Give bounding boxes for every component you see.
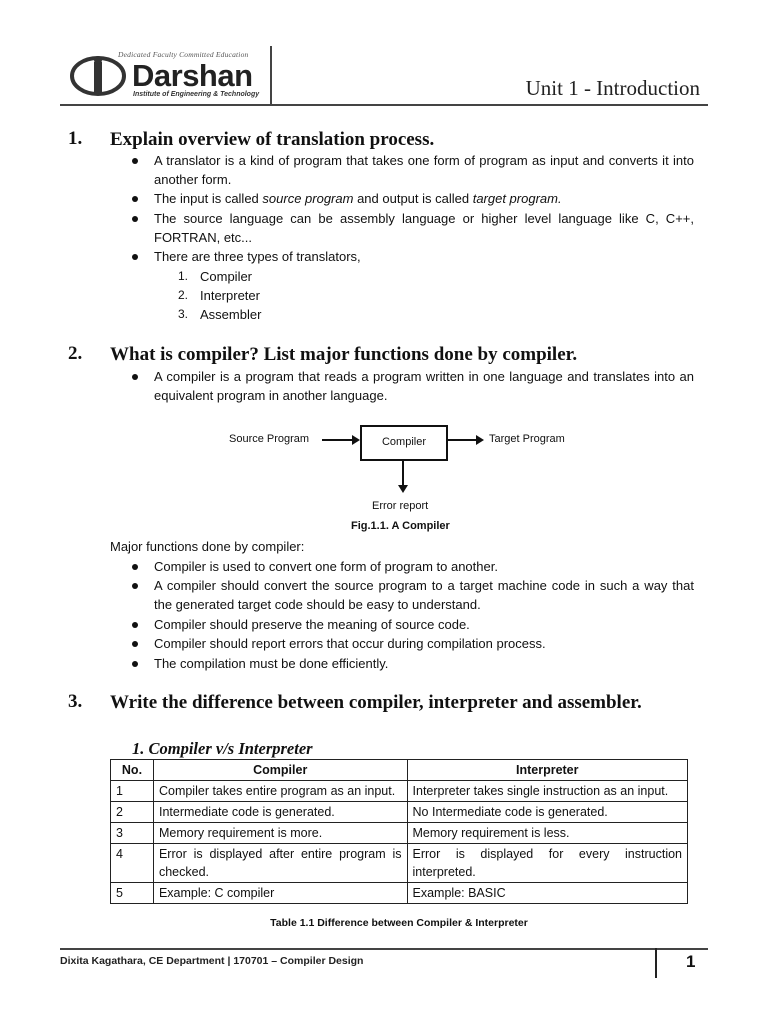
q2-title: What is compiler? List major functions done by compiler. bbox=[110, 344, 578, 365]
table-row bbox=[111, 823, 688, 844]
q3-subheading: 1. Compiler v/s Interpreter bbox=[132, 739, 313, 758]
bullet-icon bbox=[132, 374, 138, 380]
translator-number: 3. bbox=[178, 307, 189, 321]
table-cell: Memory requirement is more. bbox=[153, 823, 407, 844]
footer-divider bbox=[655, 948, 657, 978]
table-cell: Interpreter takes single instruction as an input. bbox=[407, 781, 687, 802]
bullet-icon bbox=[132, 196, 138, 202]
q3-number: 3. bbox=[68, 691, 83, 712]
function-item: Compiler should report errors that occur during compilation process. bbox=[154, 636, 546, 651]
table-cell: 2 bbox=[111, 802, 154, 823]
bullet-icon bbox=[132, 158, 138, 164]
diagram-compiler-label: Compiler bbox=[381, 436, 426, 448]
table-header-row bbox=[111, 760, 688, 781]
table-row bbox=[111, 781, 688, 802]
function-item: A compiler should convert the source program to a target machine code in such a way that the generated target code should be easy to understand. bbox=[154, 578, 694, 612]
logo-tagline: Dedicated Faculty Committed Education bbox=[118, 50, 249, 59]
table-caption: Table 1.1 Difference between Compiler & Interpreter bbox=[270, 917, 528, 929]
translator-number: 2. bbox=[178, 288, 189, 302]
figure-caption: Fig.1.1. A Compiler bbox=[351, 520, 450, 532]
q2-number: 2. bbox=[68, 343, 83, 364]
translator-item: Interpreter bbox=[200, 288, 260, 303]
comparison-table bbox=[110, 759, 688, 904]
page-number: 1 bbox=[686, 952, 696, 971]
table-row bbox=[111, 802, 688, 823]
header-divider bbox=[270, 46, 272, 104]
q3-title: Write the difference between compiler, interpreter and assembler. bbox=[110, 692, 642, 713]
diagram-compiler-box bbox=[360, 425, 448, 461]
translator-item: Assembler bbox=[200, 307, 262, 322]
bullet-icon bbox=[132, 564, 138, 570]
header-rule bbox=[60, 104, 708, 106]
q2-bullet: A compiler is a program that reads a program written in one language and translates into an equivalent program in another language. bbox=[154, 369, 694, 403]
bullet-icon bbox=[132, 661, 138, 667]
table-cell: Error is displayed for every instruction interpreted. bbox=[407, 844, 687, 883]
table-cell: 1 bbox=[111, 781, 154, 802]
bullet-icon bbox=[132, 216, 138, 222]
q1-bullet-4: There are three types of translators, bbox=[154, 249, 361, 264]
arrow-right-icon bbox=[446, 432, 484, 448]
arrow-right-icon bbox=[322, 432, 360, 448]
bullet-icon bbox=[132, 622, 138, 628]
footer-text: Dixita Kagathara, CE Department | 170701 – Compiler Design bbox=[60, 955, 364, 967]
q1-bullet-3: The source language can be assembly language or higher level language like C, C++, FORTRAN, etc... bbox=[154, 211, 694, 245]
table-cell: 4 bbox=[111, 844, 154, 883]
table-header: No. bbox=[111, 760, 154, 781]
table-cell: Compiler takes entire program as an input. bbox=[153, 781, 407, 802]
q1-bullet-2: The input is called source program and output is called target program. bbox=[154, 191, 562, 206]
bullet-icon bbox=[132, 583, 138, 589]
bullet-icon bbox=[132, 254, 138, 260]
unit-title: Unit 1 - Introduction bbox=[525, 76, 700, 100]
footer-rule bbox=[60, 948, 708, 950]
table-cell: 3 bbox=[111, 823, 154, 844]
table-cell: Example: BASIC bbox=[407, 883, 687, 904]
table-cell: Error is displayed after entire program is checked. bbox=[153, 844, 407, 883]
diagram-target-label: Target Program bbox=[489, 433, 565, 445]
table-row bbox=[111, 883, 688, 904]
function-item: Compiler should preserve the meaning of source code. bbox=[154, 617, 470, 632]
q1-bullet-1: A translator is a kind of program that takes one form of program as input and converts it into another form. bbox=[154, 153, 694, 187]
arrow-down-icon bbox=[395, 459, 411, 493]
table-cell: Memory requirement is less. bbox=[407, 823, 687, 844]
functions-intro: Major functions done by compiler: bbox=[110, 539, 305, 554]
logo-icon bbox=[70, 54, 128, 103]
table-row bbox=[111, 844, 688, 883]
logo-subtitle: Institute of Engineering & Technology bbox=[133, 91, 260, 98]
diagram-source-label: Source Program bbox=[229, 433, 310, 445]
bullet-icon bbox=[132, 641, 138, 647]
table-cell: Example: C compiler bbox=[153, 883, 407, 904]
q1-number: 1. bbox=[68, 128, 83, 149]
function-item: Compiler is used to convert one form of program to another. bbox=[154, 559, 498, 574]
diagram-error-label: Error report bbox=[372, 500, 429, 512]
function-item: The compilation must be done efficiently. bbox=[154, 656, 389, 671]
translator-item: Compiler bbox=[200, 269, 253, 284]
table-header: Compiler bbox=[153, 760, 407, 781]
table-header: Interpreter bbox=[407, 760, 687, 781]
logo-name: Darshan bbox=[132, 58, 253, 93]
table-cell: 5 bbox=[111, 883, 154, 904]
table-cell: Intermediate code is generated. bbox=[153, 802, 407, 823]
q1-title: Explain overview of translation process. bbox=[110, 129, 435, 150]
translator-number: 1. bbox=[178, 269, 189, 283]
table-cell: No Intermediate code is generated. bbox=[407, 802, 687, 823]
